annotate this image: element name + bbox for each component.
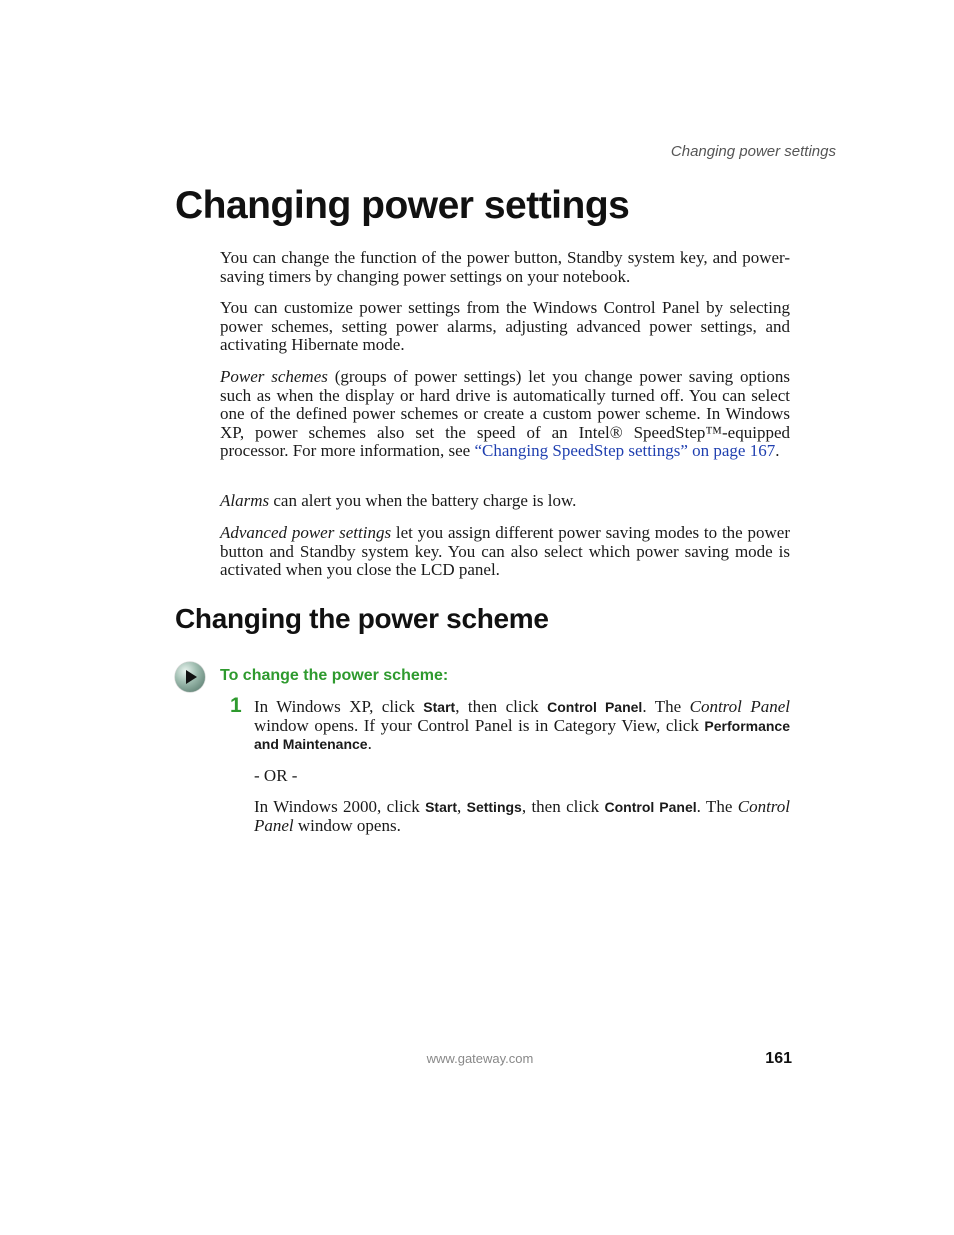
play-arrow-icon <box>175 662 205 692</box>
step-1-windows-2000 <box>254 798 790 835</box>
step-text: , then click <box>455 697 548 716</box>
ui-settings: Settings <box>466 799 522 815</box>
ui-start: Start <box>423 699 456 715</box>
page-title: Changing power settings <box>175 184 630 227</box>
speedstep-cross-reference-link[interactable]: “Changing SpeedStep settings” on page 167 <box>474 441 776 461</box>
advanced-settings-paragraph <box>220 524 790 580</box>
em-control-panel: Control Panel <box>689 697 790 716</box>
running-header: Changing power settings <box>670 143 836 160</box>
power-schemes-text: (groups of power settings) let you change power saving options such as when the display or hard drive is automatically turned off. You can select one of the defined power schemes or create a custom power scheme. In Windows XP, power schemes also set the speed of an Intel® SpeedStep™-equipped processor. For more information, see <box>220 367 791 461</box>
intro-paragraph-2: You can customize power settings from the Windows Control Panel by selecting power schemes, setting power alarms, adjusting advanced power settings, and activating Hibernate mode. <box>220 298 790 355</box>
ui-control-panel: Control Panel <box>547 699 643 715</box>
alarms-paragraph <box>220 492 790 511</box>
procedure-arrow-icon <box>175 662 205 692</box>
step-1-windows-xp <box>254 698 790 754</box>
power-schemes-paragraph <box>220 368 790 461</box>
term-alarms: Alarms <box>220 491 270 510</box>
power-schemes-end: . <box>775 441 780 461</box>
em-control-panel: Control Panel <box>254 797 791 835</box>
ui-start: Start <box>425 799 457 815</box>
intro-paragraph-1: You can change the function of the power button, Standby system key, and power-saving timers by changing power settings on your notebook. <box>220 248 790 286</box>
page-number: 161 <box>765 1050 792 1067</box>
step-text: . The <box>642 697 690 716</box>
step-text: . <box>367 734 372 754</box>
step-number: 1 <box>230 694 242 717</box>
step-or-separator: - OR - <box>254 766 298 785</box>
step-text: In Windows 2000, click <box>254 797 426 816</box>
step-text: In Windows XP, click <box>254 697 424 716</box>
ui-performance-and-maintenance: Performance and Maintenance <box>254 717 790 753</box>
step-text: , <box>456 797 467 816</box>
step-text: . The <box>696 797 738 816</box>
term-power-schemes: Power schemes <box>220 367 328 386</box>
term-advanced-power-settings: Advanced power settings <box>220 523 392 542</box>
section-heading: Changing the power scheme <box>175 603 549 634</box>
step-text: window opens. If your Control Panel is in Category View, click <box>254 715 705 735</box>
footer-url: www.gateway.com <box>426 1051 534 1066</box>
ui-control-panel: Control Panel <box>604 799 697 815</box>
step-text: window opens. <box>293 815 401 835</box>
step-text: , then click <box>521 797 605 816</box>
procedure-title: To change the power scheme: <box>220 667 449 684</box>
alarms-text: can alert you when the battery charge is low. <box>269 491 577 510</box>
advanced-settings-text: let you assign different power saving modes to the power button and Standby system key. You can also select which power saving mode is activated when you close the LCD panel. <box>220 523 791 580</box>
